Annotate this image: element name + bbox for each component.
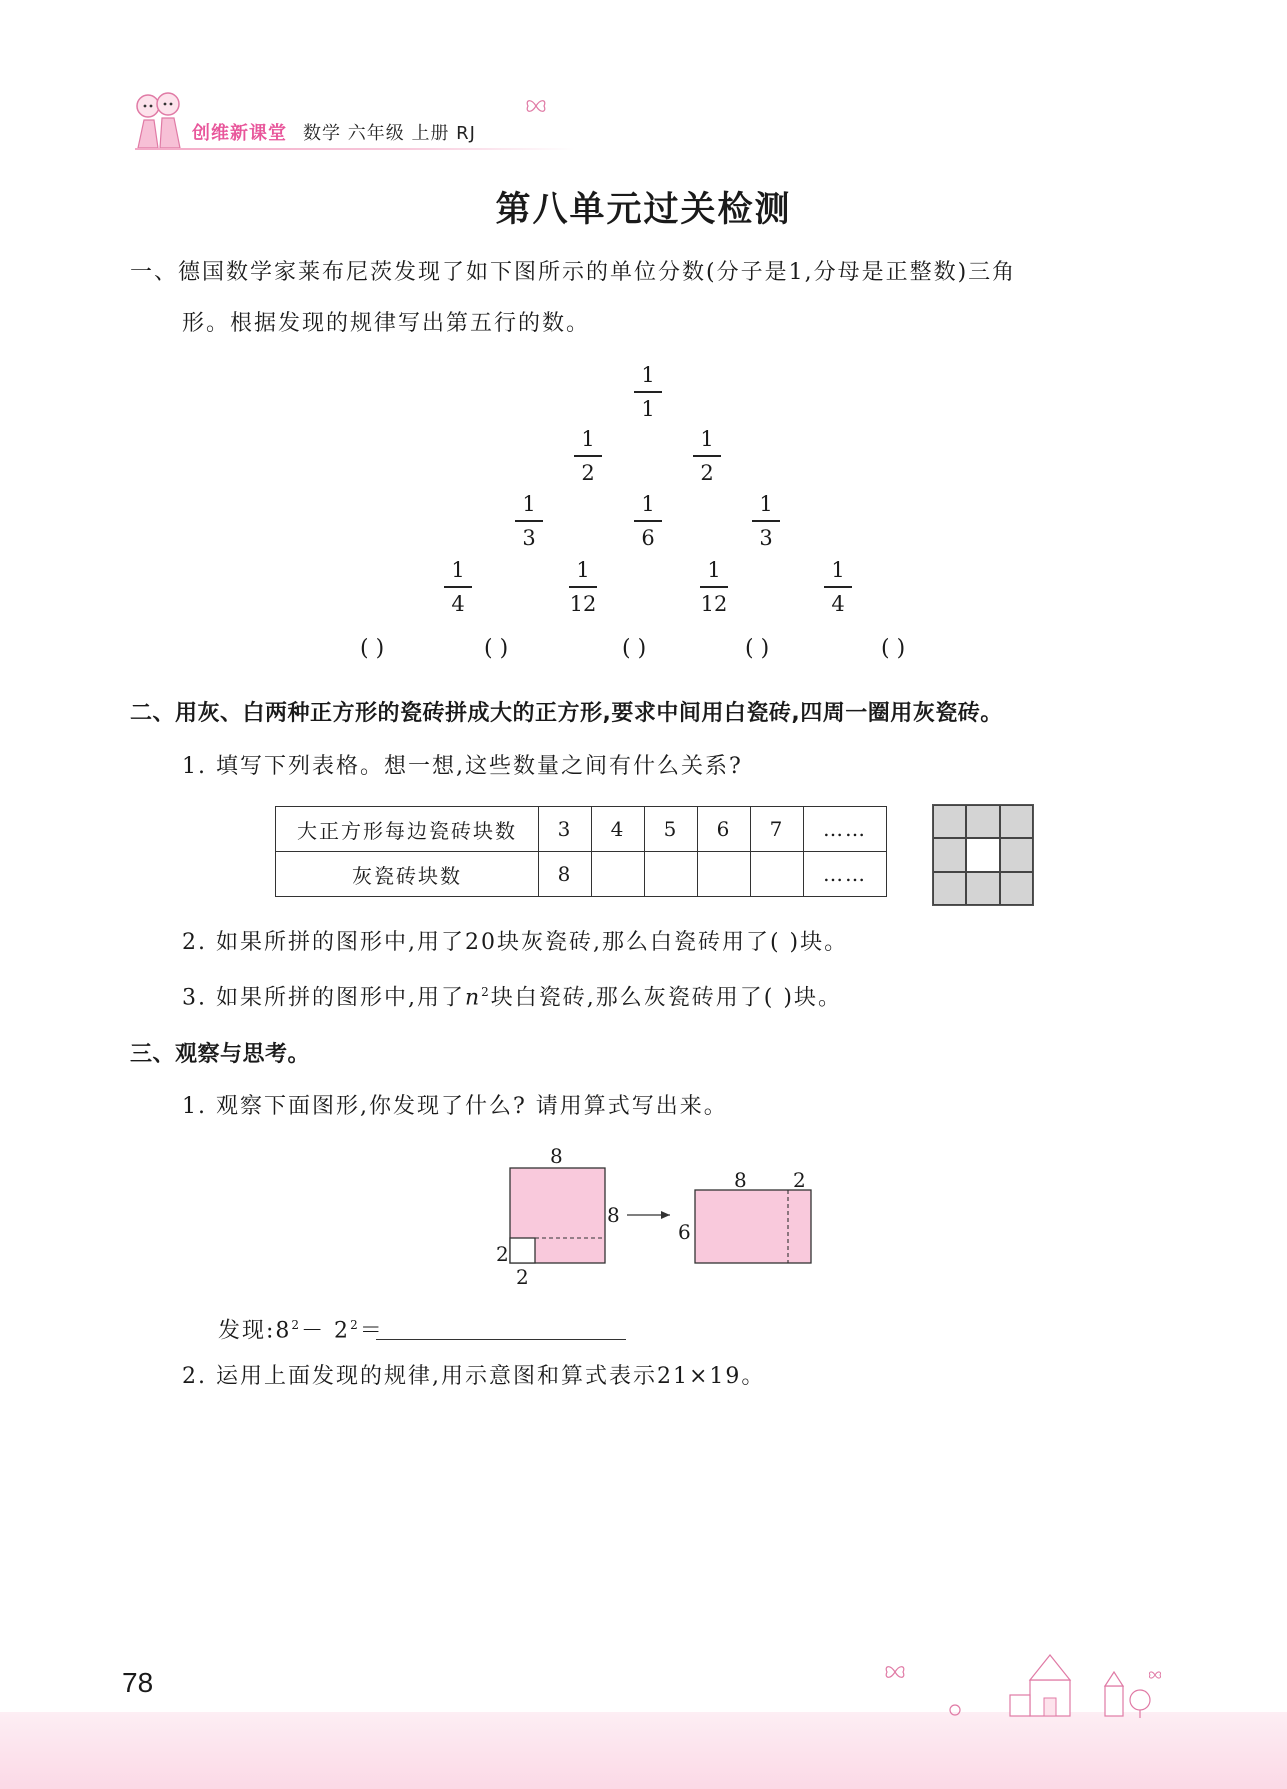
table-row	[276, 807, 887, 852]
table-cell: ……	[804, 807, 887, 852]
page-number: 78	[122, 1667, 154, 1698]
diagram-label: 8	[607, 1203, 620, 1227]
fraction: 1 3	[746, 491, 786, 551]
table-cell: ……	[804, 852, 887, 897]
table-cell: 7	[751, 807, 804, 852]
white-tile	[966, 838, 999, 871]
gray-tile	[1000, 805, 1033, 838]
table-cell: 6	[698, 807, 751, 852]
q2-sub1: 1. 填写下列表格。想一想,这些数量之间有什么关系?	[182, 754, 743, 779]
gray-tile	[933, 838, 966, 871]
fraction: 1 3	[509, 491, 549, 551]
row-header: 灰瓷砖块数	[276, 852, 539, 897]
q2-heading: 二、用灰、白两种正方形的瓷砖拼成大的正方形,要求中间用白瓷砖,四周一圈用灰瓷砖。	[130, 701, 1003, 726]
fraction: 1 6	[628, 491, 668, 551]
gray-tile	[1000, 872, 1033, 905]
q1-text-line2: 形。根据发现的规律写出第五行的数。	[182, 311, 591, 336]
gray-tile	[966, 872, 999, 905]
answer-cell[interactable]	[645, 852, 698, 897]
table-cell: 8	[539, 852, 592, 897]
q2-sub3: 3. 如果所拼的图形中,用了$n^2$块白瓷砖,那么灰瓷砖用了( )块。	[182, 985, 842, 1011]
table-row	[276, 852, 887, 897]
diagram-label: 2	[793, 1168, 806, 1192]
q2-sub2: 2. 如果所拼的图形中,用了20块灰瓷砖,那么白瓷砖用了( )块。	[182, 930, 849, 955]
q3-heading: 三、观察与思考。	[130, 1042, 311, 1067]
page-title: 第八单元过关检测	[495, 190, 792, 230]
answer-blank[interactable]: ( )	[360, 636, 385, 661]
table-cell: 3	[539, 807, 592, 852]
butterfly-icon	[525, 98, 547, 118]
gray-tile	[933, 872, 966, 905]
diagram-label: 2	[516, 1265, 529, 1289]
diagram-label: 8	[734, 1168, 747, 1192]
tile-table	[275, 806, 887, 897]
brand-name: 创维新课堂	[192, 123, 287, 144]
gray-tile	[966, 805, 999, 838]
answer-blank[interactable]: ( )	[881, 636, 906, 661]
diagram-label: 2	[496, 1242, 509, 1266]
answer-blank[interactable]: ( )	[622, 636, 647, 661]
row-header: 大正方形每边瓷砖块数	[276, 807, 539, 852]
diagram-label: 8	[550, 1144, 563, 1168]
answer-blank[interactable]: ( )	[484, 636, 509, 661]
gray-tile	[933, 805, 966, 838]
answer-cell[interactable]	[592, 852, 645, 897]
variable-n: n	[464, 985, 482, 1011]
discovery-equation: 发现$:8^2- 2^2=$	[218, 1318, 384, 1344]
square-rectangle-diagram	[480, 1140, 830, 1290]
q1-text-line1: 一、德国数学家莱布尼茨发现了如下图所示的单位分数(分子是1,分母是正整数)三角	[130, 260, 1017, 285]
answer-cell[interactable]	[751, 852, 804, 897]
header-divider	[135, 148, 575, 150]
book-info: 数学 六年级 上册 RJ	[303, 123, 476, 144]
tile-grid-diagram	[932, 804, 1034, 906]
q3-sub2: 2. 运用上面发现的规律,用示意图和算式表示21×19。	[182, 1364, 766, 1389]
fraction: 1 12	[569, 558, 597, 616]
fraction: 1 2	[568, 426, 608, 486]
fraction: 1 12	[700, 558, 728, 616]
fraction: 1 1	[628, 362, 668, 422]
table-cell: 4	[592, 807, 645, 852]
answer-blank[interactable]: ( )	[745, 636, 770, 661]
fraction: 1 2	[687, 426, 727, 486]
answer-line[interactable]	[376, 1339, 626, 1340]
castle-decoration	[880, 1650, 1170, 1720]
answer-cell[interactable]	[698, 852, 751, 897]
gray-tile	[1000, 838, 1033, 871]
fraction: 1 4	[818, 557, 858, 617]
footer-band	[0, 1712, 1287, 1789]
q3-sub1: 1. 观察下面图形,你发现了什么? 请用算式写出来。	[182, 1094, 728, 1119]
table-cell: 5	[645, 807, 698, 852]
header-illustration	[128, 88, 188, 150]
fraction: 1 4	[438, 557, 478, 617]
diagram-label: 6	[678, 1220, 691, 1244]
